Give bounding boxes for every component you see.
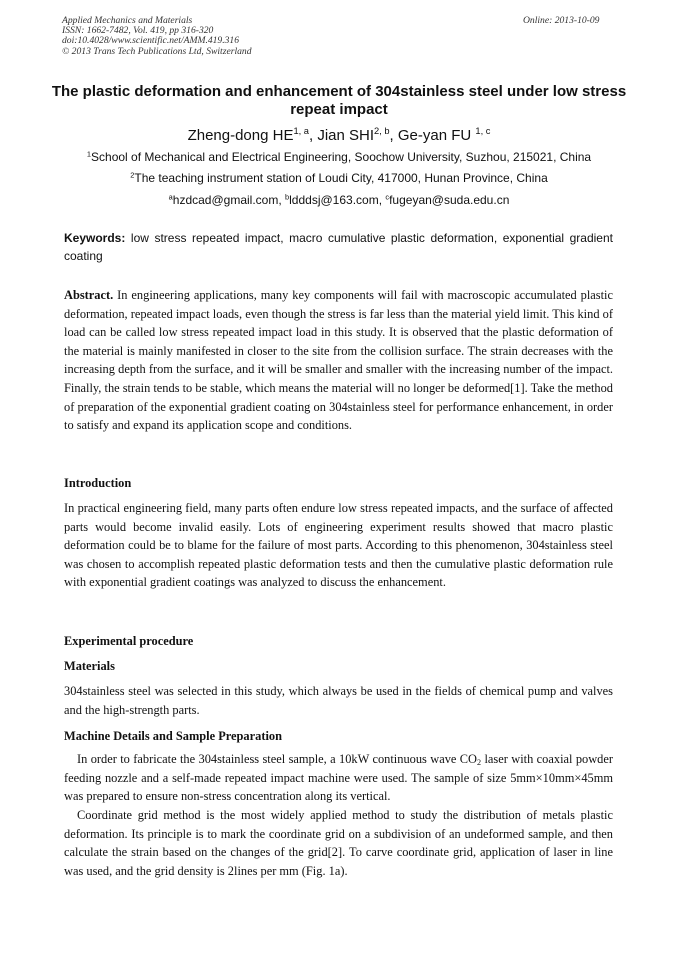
journal-doi: doi:10.4028/www.scientific.net/AMM.419.316	[62, 35, 240, 47]
affiliation-2	[0, 171, 678, 185]
abstract-text: In engineering applications, many key components will fail with macroscopic accumulated plastic deformation, repeated impact loads, even though the stress is far less than the material yield limit. This kind of load can be called low stress repeated impact load in this study. It is observed that the plastic deformation of the material is mainly manifested in closer to the site from the collision surface. The strain decreases with the increasing depth from the surface, and it will be smaller and smaller with the increasing number of the impact. Finally, the strain tends to be stable, which means the material will no longer be deformed[1]. Take the method of preparation of the exponential gradient coating on 304stainless steel for performance enhancement, in order to satisfy and expand its application scope and conditions.	[64, 288, 613, 433]
machine-heading: Machine Details and Sample Preparation	[64, 729, 282, 743]
online-date: Online: 2013-10-09	[523, 15, 600, 26]
machine-paragraph-2: Coordinate grid method is the most widely applied method to study the distribution of metals plastic deformation. Its principle is to mark the coordinate grid on a subdivision of an undeformed sample, and then calculate the strain based on the changes of the grid[2]. To carve coordinate grid, application of laser in line was used, and the grid density is 2lines per mm (Fig. 1a).	[64, 808, 613, 878]
author-list: Zheng-dong HE$^{1, a}$, Jian SHI$^{2, b}$, Ge-yan FU $^{1, c}$	[187, 126, 491, 144]
materials-heading: Materials	[64, 659, 115, 673]
materials-text: 304stainless steel was selected in this study, which always be used in the fields of chemical pump and valves and the high-strength parts.	[64, 684, 613, 717]
author-name: Ge-yan FU	[397, 127, 472, 144]
introduction-heading: Introduction	[64, 476, 132, 490]
machine-text-b: laser with coaxial powder feeding nozzle and a self-made repeated impact machine were used. The sample of size 5mm×10mm×45mm was prepared to ensure non-stress concentration along its vertical.	[64, 752, 613, 804]
abstract-label: Abstract.	[64, 288, 114, 302]
affiliation-sup: 2	[130, 170, 135, 180]
affiliation-sup: 1	[86, 149, 92, 159]
co2-subscript: 2	[477, 757, 482, 767]
author-sup: 2, b	[374, 126, 390, 137]
journal-name: Applied Mechanics and Materials	[62, 15, 193, 26]
email-address[interactable]: fugeyan@suda.edu.cn	[389, 193, 510, 207]
affiliation-text: The teaching instrument station of Loudi City, 417000, Hunan Province, China	[134, 171, 548, 185]
introduction-text: In practical engineering field, many parts often endure low stress repeated impacts, and the surface of affected parts would become invalid easily. Lots of engineering experiment results showed that macro plastic deformation could be to blame for the failure of most parts. According to this phenomenon, 304stainless steel was chosen to accomplish repeated plastic deformation tests and then the cumulative plastic deformation rule with exponential gradient coatings was analyzed to discuss the enhancement.	[64, 501, 613, 590]
author-sup: 1, a	[293, 126, 309, 137]
journal-copyright: © 2013 Trans Tech Publications Ltd, Switzerland	[62, 45, 252, 57]
experimental-heading: Experimental procedure	[64, 634, 194, 648]
journal-header	[62, 16, 252, 57]
email-sup: b	[285, 192, 290, 202]
affiliation-1	[0, 150, 678, 164]
machine-text-a: In order to fabricate the 304stainless steel sample, a 10kW continuous wave CO	[77, 752, 477, 766]
author-sup: 1, c	[475, 126, 491, 137]
email-sup: a	[168, 192, 173, 202]
author-name: Jian SHI	[317, 127, 375, 144]
abstract	[64, 286, 613, 435]
email-sup: c	[385, 192, 390, 202]
keywords	[64, 229, 613, 265]
email-address[interactable]: hzdcad@gmail.com	[172, 193, 279, 207]
journal-issn: ISSN: 1662-7482, Vol. 419, pp 316-320	[62, 25, 214, 37]
paper-title: The plastic deformation and enhancement of 304stainless steel under low stress repeat impact	[51, 83, 627, 118]
author-name: Zheng-dong HE	[187, 127, 294, 144]
keywords-text: low stress repeated impact, macro cumulative plastic deformation, exponential gradient coating	[64, 231, 613, 263]
affiliation-text: School of Mechanical and Electrical Engineering, Soochow University, Suzhou, 215021, China	[91, 150, 592, 164]
keywords-label: Keywords:	[64, 231, 126, 245]
machine-paragraph-1	[64, 750, 613, 806]
email-address[interactable]: ldddsj@163.com	[289, 193, 379, 207]
email-list: $^a$hzdcad@gmail.com, $^b$ldddsj@163.com, $^c$fugeyan@suda.edu.cn	[168, 192, 510, 207]
